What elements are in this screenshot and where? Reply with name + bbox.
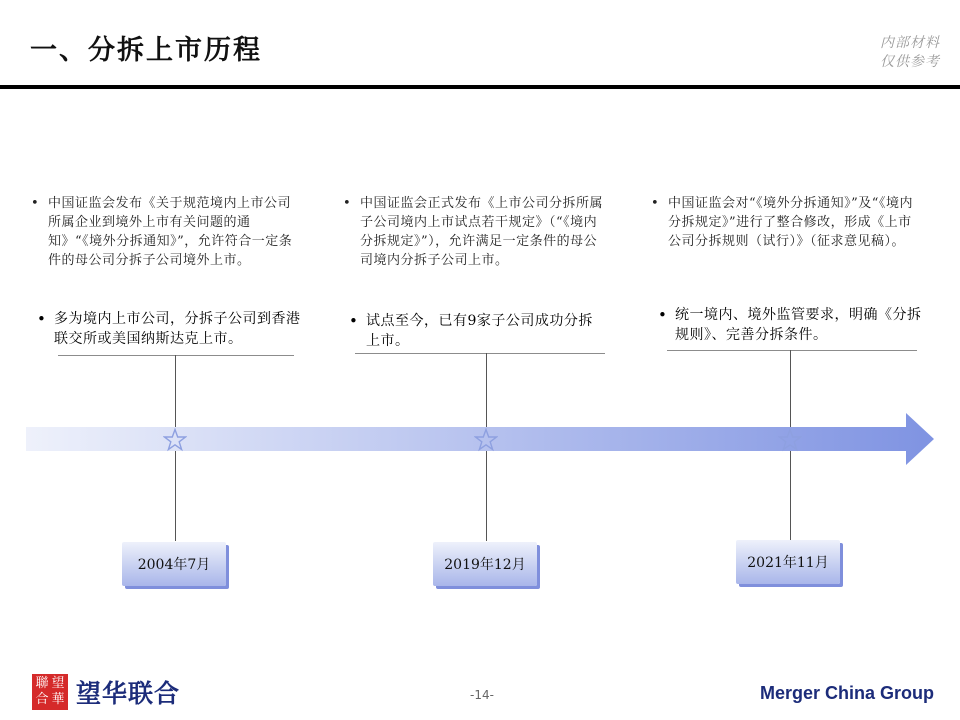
internal-notice-line2: 仅供参考: [880, 54, 940, 70]
internal-notice-line1: 内部材料: [880, 35, 940, 51]
milestone-3-note: [655, 305, 923, 345]
seal-char: 合: [35, 692, 49, 707]
milestone-2-note-underline: [355, 353, 605, 354]
milestone-1-date: 2004年7月: [122, 542, 226, 586]
milestone-1-description: [28, 194, 298, 270]
milestone-2-date: 2019年12月: [433, 542, 537, 586]
milestone-1-star-icon: [163, 428, 187, 452]
milestone-3-note-text: • 统一境内、境外监管要求，明确《分拆规则》、完善分拆条件。: [655, 305, 923, 345]
milestone-2-description: [340, 194, 605, 270]
page-number: -14-: [470, 688, 494, 702]
milestone-3-note-underline: [667, 350, 917, 351]
milestone-2-note-text: • 试点至今，已有9家子公司成功分拆上市。: [346, 311, 606, 351]
milestone-1-note-text: • 多为境内上市公司，分拆子公司到香港联交所或美国纳斯达克上市。: [34, 309, 304, 349]
internal-notice: [850, 34, 940, 72]
milestone-2-note: [346, 311, 606, 351]
milestone-2-star-icon: [474, 428, 498, 452]
company-name: Merger China Group: [759, 683, 934, 703]
milestone-3-description: [648, 194, 923, 251]
milestone-3-star-icon: [778, 428, 802, 452]
title-divider: [0, 85, 960, 89]
milestone-2-desc-text: • 中国证监会正式发布《上市公司分拆所属子公司境内上市试点若干规定》（“《境内分拆规定》”），允许满足一定条件的母公司境内分拆子公司上市。: [340, 194, 605, 270]
milestone-3-date: 2021年11月: [736, 540, 840, 584]
seal-char: 聯: [35, 676, 49, 691]
milestone-1-desc-text: • 中国证监会发布《关于规范境内上市公司所属企业到境外上市有关问题的通知》“《境外分拆通知》”，允许符合一定条件的母公司分拆子公司境外上市。: [28, 194, 298, 270]
seal-char: 華: [51, 692, 65, 707]
milestone-1-note-underline: [58, 355, 294, 356]
milestone-3-desc-text: • 中国证监会对“《境外分拆通知》”及“《境内分拆规定》”进行了整合修改，形成《上市公司分拆规则（试行）》（征求意见稿）。: [648, 194, 923, 251]
seal-char: 望: [51, 676, 65, 691]
footer-logo: [32, 674, 180, 710]
seal-logo: [32, 674, 68, 710]
page-title: 一、分拆上市历程: [30, 35, 262, 66]
milestone-1-note: [34, 309, 304, 349]
brand-name: 望华联合: [76, 679, 181, 708]
